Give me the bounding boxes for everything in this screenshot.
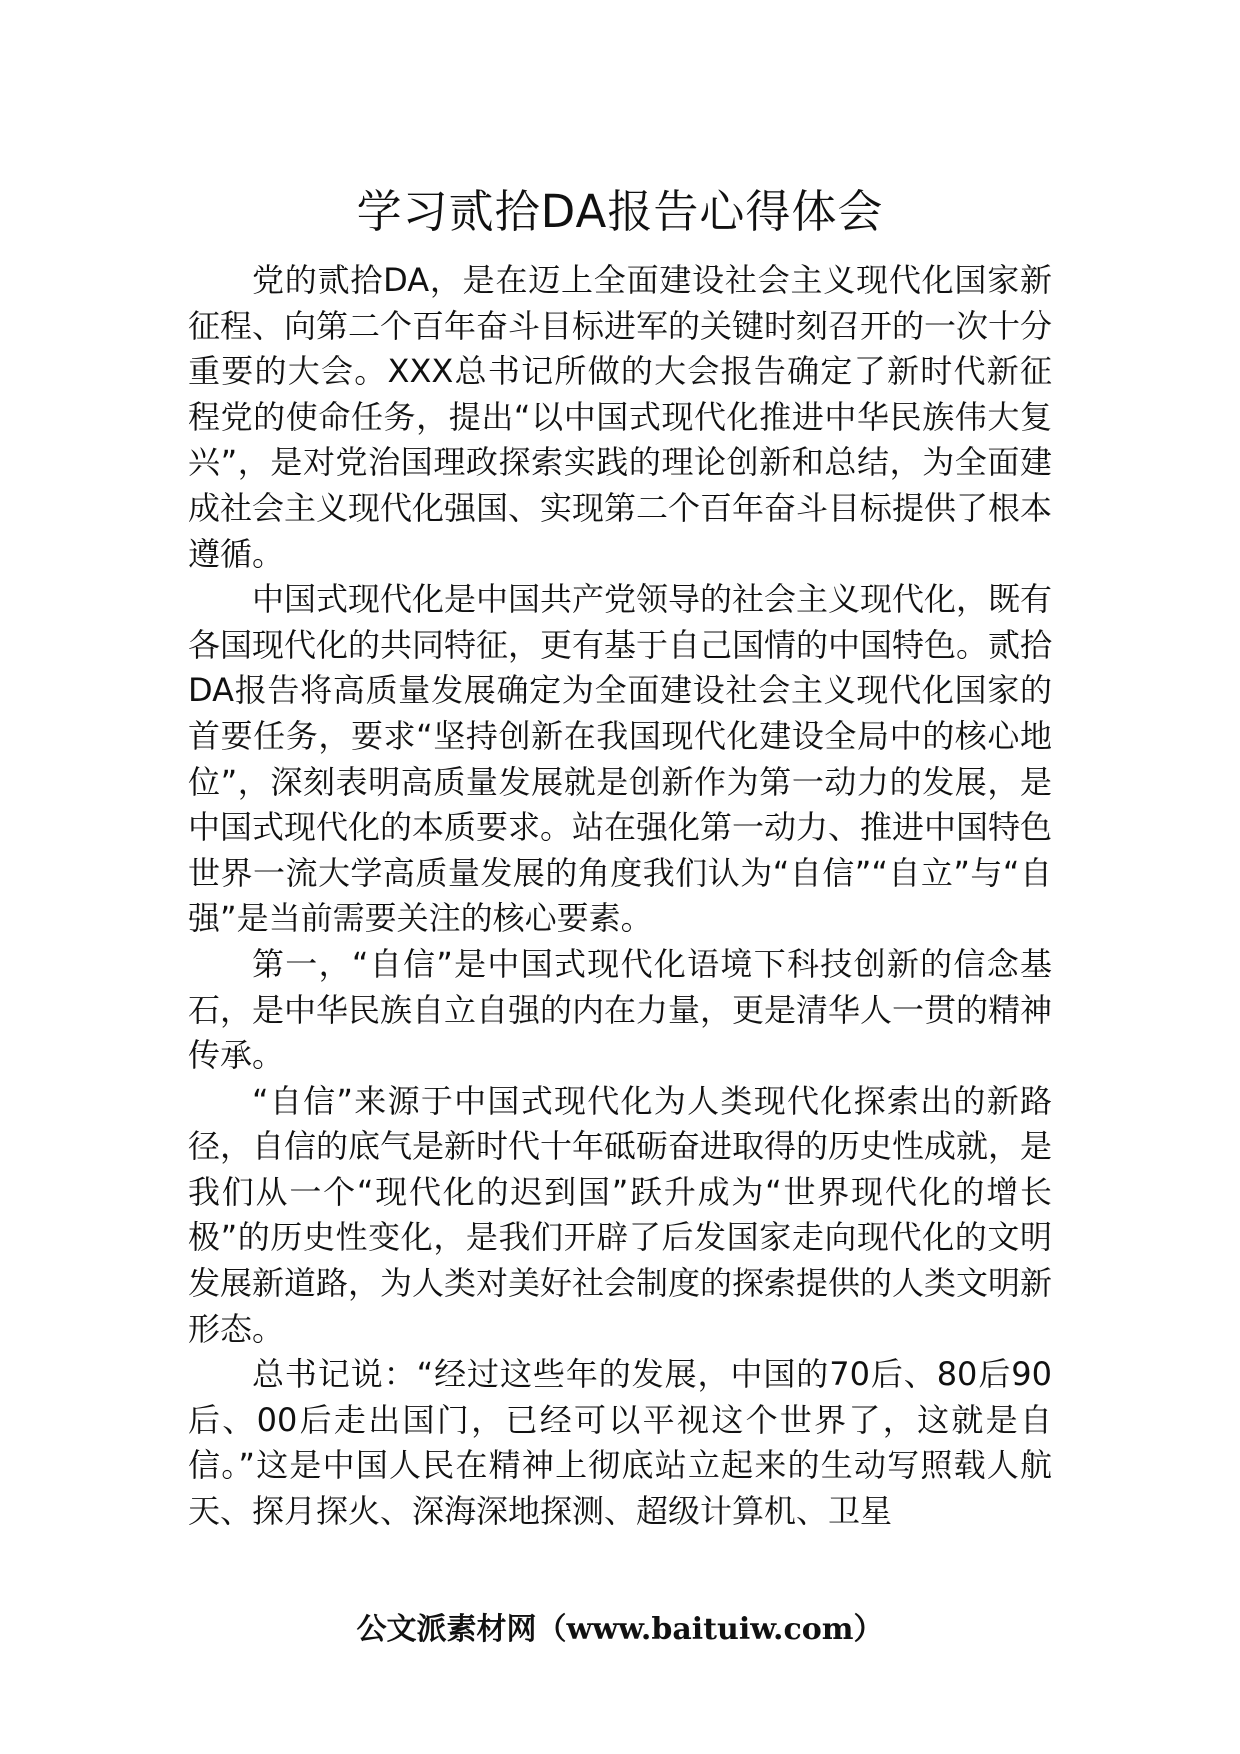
paragraph-5: 总书记说：“经过这些年的发展，中国的70后、80后90后、00后走出国门，已经可以平视这个世界了，这就是自信。”这是中国人民在精神上彻底站立起来的生动写照载人航天、探月探火、深海深地探测、超级计算机、卫星 <box>188 1355 1052 1531</box>
paragraph-3: 第一，“自信”是中国式现代化语境下科技创新的信念基石，是中华民族自立自强的内在力量，更是清华人一贯的精神传承。 <box>188 944 1053 1075</box>
paragraph-2: 中国式现代化是中国共产党领导的社会主义现代化，既有各国现代化的共同特征，更有基于自己国情的中国特色。贰拾DA报告将高质量发展确定为全面建设社会主义现代化国家的首要任务，要求“坚持创新在我国现代化建设全局中的核心地位”，深刻表明高质量发展就是创新作为第一动力的发展，是中国式现代化的本质要求。站在强化第一动力、推进中国特色世界一流大学高质量发展的角度我们认为“自信”“自立”与“自强”是当前需要关注的核心要素。 <box>188 580 1053 938</box>
paragraph-1: 党的贰拾DA，是在迈上全面建设社会主义现代化国家新征程、向第二个百年奋斗目标进军的关键时刻召开的一次十分重要的大会。XXX总书记所做的大会报告确定了新时代新征程党的使命任务，提出“以中国式现代化推进中华民族伟大复兴”，是对党治国理政探索实践的理论创新和总结，为全面建成社会主义现代化强国、实现第二个百年奋斗目标提供了根本遵循。 <box>188 261 1053 573</box>
document-body <box>188 258 1052 1535</box>
footer-watermark: 公文派素材网（www.baituiw.com） <box>356 1612 884 1647</box>
paragraph-4: “自信”来源于中国式现代化为人类现代化探索出的新路径，自信的底气是新时代十年砥砺奋进取得的历史性成就，是我们从一个“现代化的迟到国”跃升成为“世界现代化的增长极”的历史性变化，是我们开辟了后发国家走向现代化的文明发展新道路，为人类对美好社会制度的探索提供的人类文明新形态。 <box>188 1081 1053 1348</box>
document-title: 学习贰拾DA报告心得体会 <box>356 185 884 238</box>
